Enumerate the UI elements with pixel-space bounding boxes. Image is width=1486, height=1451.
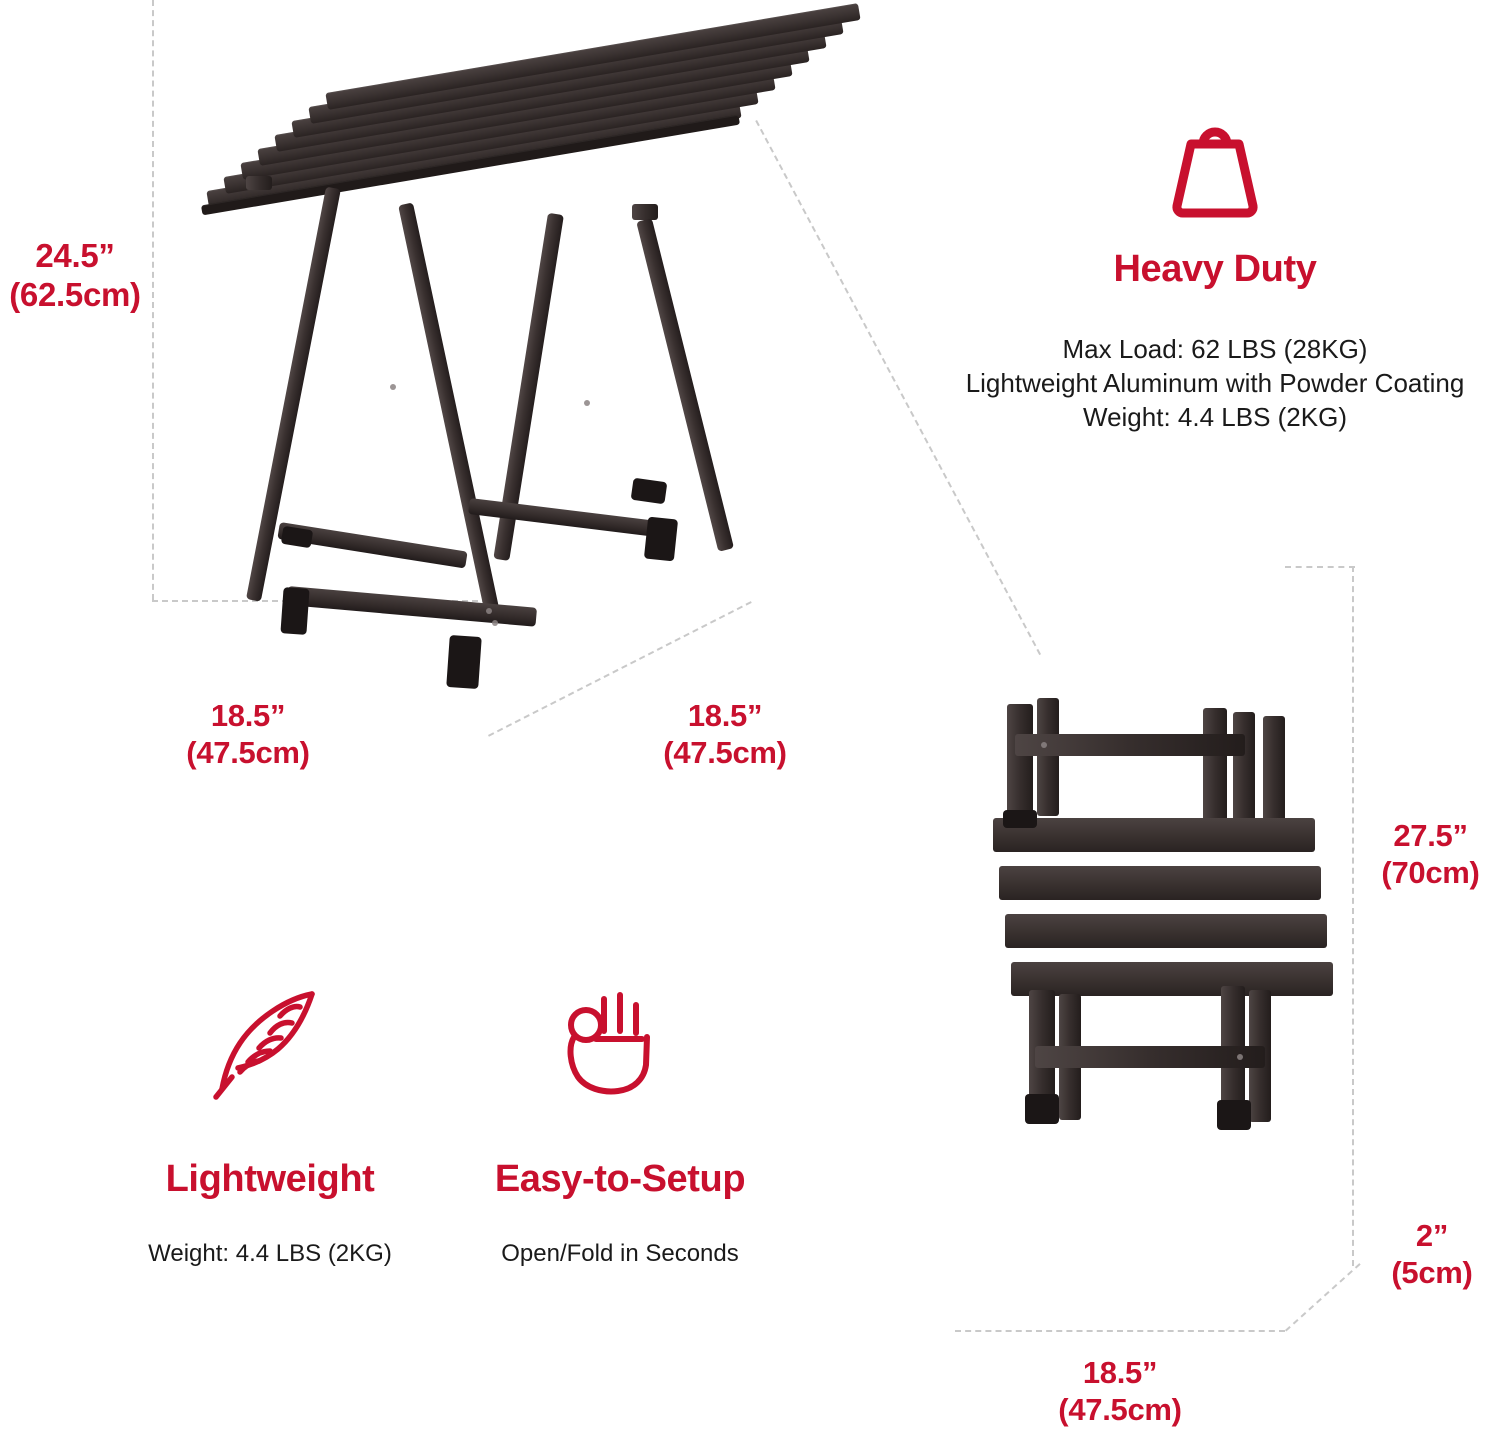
feature-desc-heavy-duty	[905, 333, 1486, 434]
folded-foot-3	[1003, 810, 1037, 828]
folded-slat-4	[1011, 962, 1333, 996]
dimension-height-open-cm: (62.5cm)	[9, 275, 141, 313]
foot-2	[280, 587, 309, 635]
folded-slat-2	[999, 866, 1321, 900]
dimension-width-folded-cm: (47.5cm)	[1058, 1391, 1182, 1427]
foot-4	[631, 478, 668, 505]
ok-hand-icon	[552, 985, 672, 1100]
feature-desc-line-2: Lightweight Aluminum with Powder Coating	[965, 367, 1465, 398]
foot-1	[281, 526, 313, 548]
feather-icon	[208, 985, 328, 1100]
folded-top-crossbar	[1015, 734, 1245, 756]
folded-foot-2	[1217, 1100, 1251, 1130]
dimension-width-right-inch: 18.5”	[687, 698, 763, 733]
folded-slat-3	[1005, 914, 1327, 948]
dimension-width-left-inch: 18.5”	[210, 698, 286, 733]
folded-leg-5	[1263, 716, 1285, 824]
dimension-thickness-cm: (5cm)	[1391, 1254, 1473, 1290]
folded-leg-3	[1203, 708, 1227, 826]
feature-desc-lightweight-line-1: Weight: 4.4 LBS (2KG)	[148, 1240, 392, 1267]
feature-title-lightweight: Lightweight	[165, 1158, 375, 1200]
folded-leg-2	[1037, 698, 1059, 816]
dimension-width-right-cm: (47.5cm)	[663, 734, 787, 770]
feature-desc-easy-to-setup	[460, 1238, 780, 1269]
folded-bottom-crossbar	[1035, 1046, 1265, 1068]
feature-desc-easy-line-1: Open/Fold in Seconds	[501, 1240, 739, 1267]
dimension-width-right-open	[625, 698, 825, 771]
weight-icon	[1155, 110, 1275, 220]
feature-desc-line-3: Weight: 4.4 LBS (2KG)	[1083, 401, 1347, 432]
foot-5	[644, 517, 678, 562]
open-folding-table-illustration	[176, 28, 776, 688]
feature-title-easy-to-setup: Easy-to-Setup	[494, 1158, 746, 1200]
guide-folded-bottom	[955, 1330, 1285, 1332]
dimension-thickness-inch: 2”	[1415, 1218, 1449, 1253]
dimension-height-open-inch: 24.5”	[35, 237, 115, 274]
guide-folded-top	[1285, 566, 1355, 568]
dimension-height-folded-inch: 27.5”	[1393, 818, 1468, 853]
dimension-height-folded	[1375, 818, 1486, 891]
dimension-width-left-cm: (47.5cm)	[186, 734, 310, 770]
feature-desc-line-1: Max Load: 62 LBS (28KG)	[1062, 334, 1368, 364]
guide-height-vertical	[152, 0, 154, 600]
dimension-width-folded-inch: 18.5”	[1082, 1355, 1158, 1390]
folded-leg-4	[1233, 712, 1255, 824]
hinge-tab-left	[246, 176, 272, 190]
feature-title-heavy-duty: Heavy Duty	[1113, 248, 1317, 290]
dimension-width-folded	[1010, 1355, 1230, 1428]
folded-table-illustration	[985, 690, 1335, 1160]
hinge-tab-right	[632, 204, 658, 220]
folded-leg-1	[1007, 704, 1033, 824]
dimension-width-left-open	[148, 698, 348, 771]
folded-foot-1	[1025, 1094, 1059, 1124]
folded-slat-1	[993, 818, 1315, 852]
dimension-height-open	[0, 237, 150, 315]
guide-folded-height-vertical	[1352, 566, 1354, 1266]
feature-desc-lightweight	[130, 1238, 410, 1269]
foot-3	[446, 635, 482, 689]
guide-folded-diagonal	[1285, 1263, 1361, 1331]
brace-rail-lower	[286, 586, 537, 627]
dimension-height-folded-cm: (70cm)	[1381, 854, 1480, 890]
dimension-thickness-folded	[1378, 1218, 1486, 1291]
